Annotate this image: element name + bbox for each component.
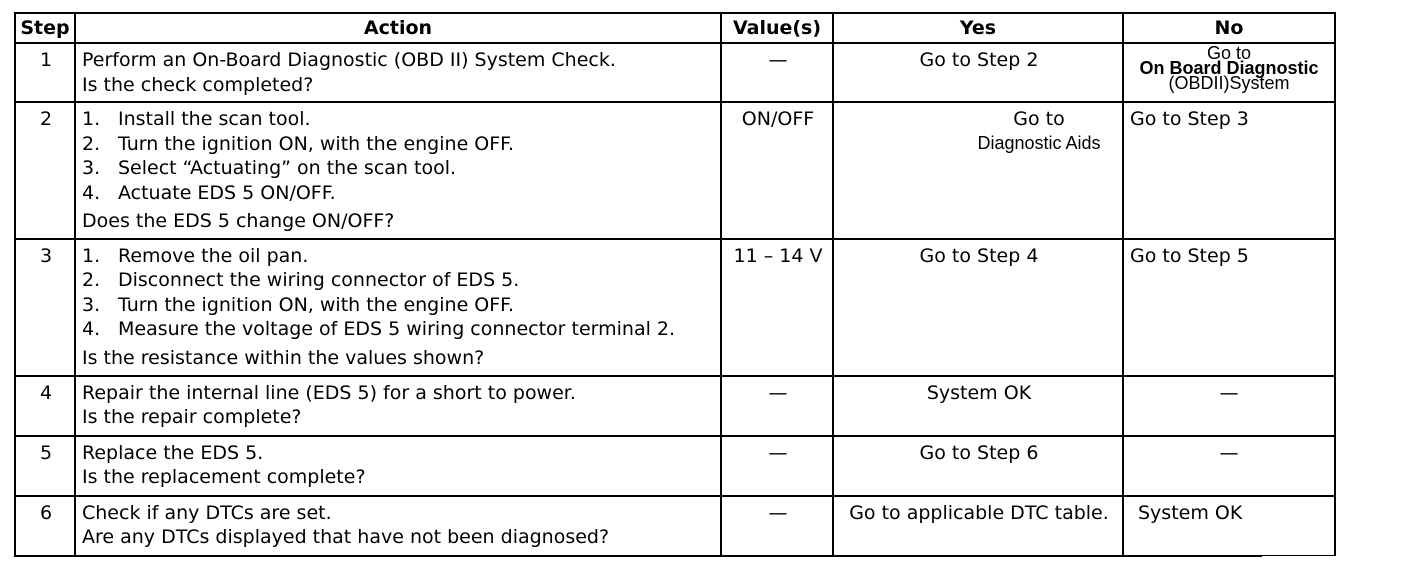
table-row [15, 376, 1335, 436]
yes-cell: Go to Step 2 [833, 43, 1123, 102]
step-text: Actuate EDS 5 ON/OFF. [118, 181, 336, 204]
action-question: Is the replacement complete? [82, 466, 366, 488]
step-number: 4 [15, 376, 75, 436]
yes-cell: Go to Step 6 [833, 436, 1123, 496]
action-step [82, 181, 716, 206]
step-index: 3. [82, 293, 101, 316]
action-cell [75, 43, 721, 102]
action-line: Replace the EDS 5. [82, 441, 264, 464]
value-cell: — [721, 496, 833, 556]
step-index: 4. [82, 181, 101, 204]
action-step [82, 132, 716, 157]
step-index: 3. [82, 157, 101, 179]
no-line: (OBDII)System [1168, 73, 1290, 93]
no-cell: Go to Step 3 [1123, 102, 1335, 239]
step-text: Remove the oil pan. [118, 244, 309, 267]
table-row [15, 102, 1335, 239]
action-question: Is the resistance within the values shown? [82, 346, 485, 369]
scan-edge-mask [1262, 556, 1342, 576]
value-cell: — [721, 376, 833, 436]
step-index: 2. [82, 269, 101, 291]
action-step [82, 317, 716, 342]
header-value: Value(s) [721, 13, 833, 43]
value-cell: — [721, 43, 833, 102]
no-cell [1123, 43, 1335, 102]
no-cell: — [1123, 376, 1335, 436]
step-number: 6 [15, 496, 75, 556]
header-no: No [1123, 13, 1335, 43]
step-number: 3 [15, 239, 75, 376]
action-cell [75, 239, 721, 376]
yes-cell [833, 102, 1123, 239]
step-index: 4. [82, 318, 101, 340]
action-step [82, 156, 716, 181]
yes-cell: Go to applicable DTC table. [833, 496, 1123, 556]
action-step [82, 268, 716, 293]
action-question: Does the EDS 5 change ON/OFF? [82, 210, 395, 232]
yes-line: Go to [1013, 108, 1065, 130]
step-text: Install the scan tool. [118, 108, 311, 130]
value-cell: ON/OFF [721, 102, 833, 239]
value-cell: — [721, 436, 833, 496]
action-question: Is the repair complete? [82, 406, 302, 428]
value-cell: 11 – 14 V [721, 239, 833, 376]
yes-line: Diagnostic Aids [977, 133, 1101, 153]
no-cell: Go to Step 5 [1123, 239, 1335, 376]
header-row [15, 13, 1335, 43]
action-step [82, 244, 716, 269]
action-line: Repair the internal line (EDS 5) for a short to power. [82, 381, 576, 404]
action-question: Is the check completed? [82, 73, 314, 96]
header-action: Action [75, 13, 721, 43]
no-cell: — [1123, 436, 1335, 496]
yes-cell: System OK [833, 376, 1123, 436]
table-row [15, 496, 1335, 556]
action-steps [82, 107, 716, 205]
no-line: Go to [1206, 43, 1252, 63]
action-line: Perform an On-Board Diagnostic (OBD II) System Check. [82, 49, 616, 71]
step-text: Turn the ignition ON, with the engine OFF. [118, 293, 515, 316]
step-index: 2. [82, 132, 101, 155]
action-cell [75, 376, 721, 436]
action-line: Check if any DTCs are set. [82, 501, 332, 524]
step-text: Select “Actuating” on the scan tool. [118, 157, 457, 179]
header-step: Step [15, 13, 75, 43]
action-cell [75, 496, 721, 556]
action-step [82, 293, 716, 318]
step-text: Disconnect the wiring connector of EDS 5. [118, 269, 520, 291]
step-number: 2 [15, 102, 75, 239]
action-steps [82, 244, 716, 342]
step-text: Measure the voltage of EDS 5 wiring connector terminal 2. [118, 318, 676, 340]
step-index: 1. [82, 244, 101, 267]
no-cell: System OK [1123, 496, 1335, 556]
action-question: Are any DTCs displayed that have not been diagnosed? [82, 526, 610, 548]
diagnostic-table [14, 12, 1336, 557]
header-yes: Yes [833, 13, 1123, 43]
step-text: Turn the ignition ON, with the engine OFF. [118, 132, 515, 155]
action-step [82, 107, 716, 132]
step-index: 1. [82, 108, 101, 130]
no-line: On Board Diagnostic [1139, 58, 1319, 78]
action-cell [75, 102, 721, 239]
table-row [15, 239, 1335, 376]
step-number: 1 [15, 43, 75, 102]
table-row [15, 436, 1335, 496]
action-cell [75, 436, 721, 496]
table-row [15, 43, 1335, 102]
yes-cell: Go to Step 4 [833, 239, 1123, 376]
step-number: 5 [15, 436, 75, 496]
